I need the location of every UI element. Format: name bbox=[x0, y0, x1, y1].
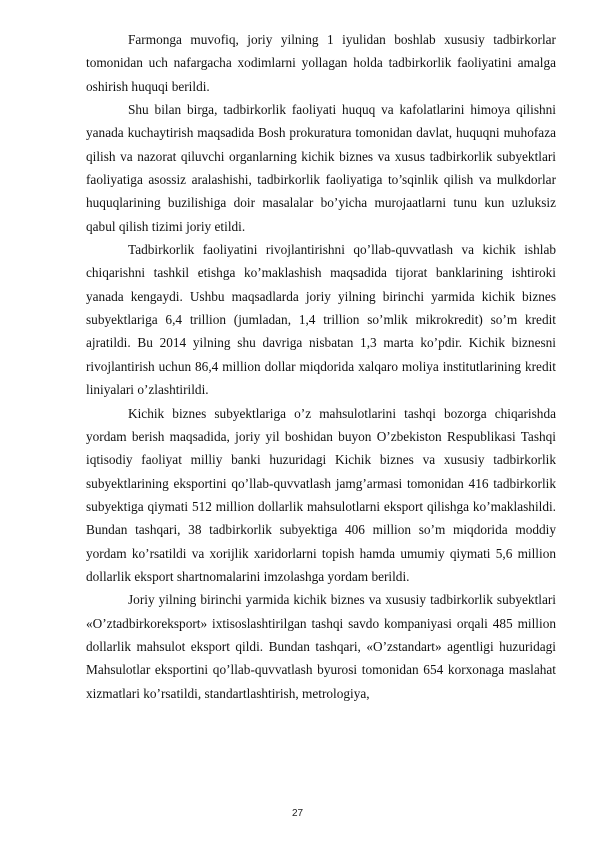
paragraph: Farmonga muvofiq, joriy yilning 1 iyulidan boshlab xususiy tadbirkorlar tomonidan uch nafargacha xodimlarni yollagan holda tadbirkorlik faoliyatini amalga oshirish huquqi berildi. bbox=[86, 32, 556, 94]
document-body bbox=[86, 28, 556, 705]
paragraph: Shu bilan birga, tadbirkorlik faoliyati huquq va kafolatlarini himoya qilishni yanada kuchaytirish maqsadida Bosh prokuratura tomonidan davlat, huquqni muhofaza qilish va nazorat qiluvchi organlarning kichik biznes va xusus tadbirkorlik subyektlari faoliyatiga asossiz aralashishi, tadbirkorlik faoliyatiga to’sqinlik qilish va mulkdorlar huquqlarining buzilishiga doir masalalar bo’yicha murojaatlarni tunu kun uzluksiz qabul qilish tizimi joriy etildi. bbox=[86, 102, 556, 234]
paragraph: Joriy yilning birinchi yarmida kichik biznes va xususiy tadbirkorlik subyektlari «O’ztadbirkoreksport» ixtisoslashtirilgan tashqi savdo kompaniyasi orqali 485 million dollarlik mahsulot eksport qildi. Bundan tashqari, «O’zstandart» agentligi huzuridagi Mahsulotlar eksportini qo’llab-quvvatlash byurosi tomonidan 654 korxonaga maslahat xizmatlari ko’rsatildi, standartlashtirish, metrologiya, bbox=[86, 592, 556, 701]
paragraph: Tadbirkorlik faoliyatini rivojlantirishni qo’llab-quvvatlash va kichik ishlab chiqarishni tashkil etishga ko’maklashish maqsadida tijorat banklarining ishtiroki yanada kengaydi. Ushbu maqsadlarda joriy yilning birinchi yarmida kichik biznes subyektlariga 6,4 trillion (jumladan, 1,4 trillion so’mlik mikrokredit) so’m kredit ajratildi. Bu 2014 yilning shu davriga nisbatan 1,3 marta ko’pdir. Kichik biznesni rivojlantirish uchun 86,4 million dollar miqdorida xalqaro moliya institutlarining kredit liniyalari o’zlashtirildi. bbox=[86, 242, 556, 398]
page-number: 27 bbox=[291, 808, 304, 819]
paragraph: Kichik biznes subyektlariga o’z mahsulotlarini tashqi bozorga chiqarishda yordam berish maqsadida, joriy yil boshidan buyon O’zbekiston Respublikasi Tashqi iqtisodiy faoliyat milliy banki huzuridagi Kichik biznes va xususiy tadbirkorlik subyektlarining eksportini qo’llab-quvvatlash jamg’armasi tomonidan 416 tadbirkorlik subyektiga qiymati 512 million dollarlik mahsulotlarni eksport qilishga ko’maklashildi. Bundan tashqari, 38 tadbirkorlik subyektiga 406 million so’m miqdorida moddiy yordam ko’rsatildi va xorijlik xaridorlarni topish hamda umumiy qiymati 5,6 million dollarlik eksport shartnomalarini imzolashga yordam berildi. bbox=[86, 405, 556, 584]
